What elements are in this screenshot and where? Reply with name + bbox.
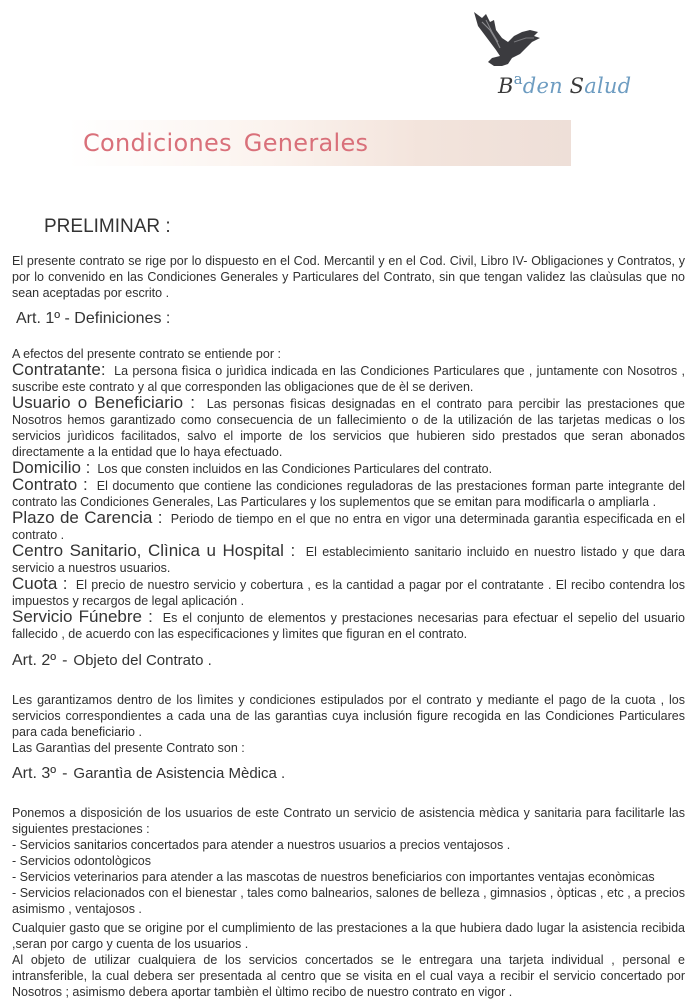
definition-item xyxy=(12,460,685,477)
list-item: - Servicios odontològicos xyxy=(12,854,151,868)
definition-term: Servicio Fúnebre : xyxy=(12,607,153,626)
definition-text: Las personas fìsicas designadas en el contrato para percibir las prestaciones que Nosotros hemos garantizado como consecuencia de un fallecimiento o de la utilización de las tarjetas medicas o los servicios jurìdicos facilitados, salvo el importe de los servicios que hubieren sido prestados que seran abonados directamente a la entidad que lo haya efectuado. xyxy=(12,397,685,459)
art1-body xyxy=(12,346,685,642)
art3-number: Art. 3º xyxy=(12,765,57,782)
art2-title: Objeto del Contrato . xyxy=(73,652,212,669)
art1-title: - Definiciones : xyxy=(64,310,171,327)
eagle-icon xyxy=(468,8,548,78)
definition-item xyxy=(12,576,685,609)
art2-number: Art. 2º xyxy=(12,652,57,669)
art2-heading: Art. 2º - Objeto del Contrato . xyxy=(12,652,212,669)
art3-closing-1: Cualquier gasto que se origine por el cumplimiento de las prestaciones a la que hubiera dado lugar la asistencia recibida ,seran por cargo y cuenta de los usuarios . xyxy=(12,921,685,951)
art1-number: Art. 1º xyxy=(16,310,61,327)
definition-item xyxy=(12,477,685,510)
list-item: - Servicios veterinarios para atender a las mascotas de nuestros beneficiarios con importantes ventajas econòmicas xyxy=(12,870,655,884)
art3-heading: Art. 3º - Garantìa de Asistencia Mèdica . xyxy=(12,765,286,782)
services-list xyxy=(12,837,685,917)
definition-term: Contratante: xyxy=(12,360,106,379)
definition-term: Plazo de Carencia : xyxy=(12,508,163,527)
definition-text: Periodo de tiempo en el que no entra en vigor una determinada garantìa especificada en el contrato . xyxy=(12,512,685,542)
art1-intro: A efectos del presente contrato se entiende por : xyxy=(12,347,281,361)
definition-text: Los que consten incluidos en las Condiciones Particulares del contrato. xyxy=(97,462,493,476)
preliminar-text: El presente contrato se rige por lo dispuesto en el Cod. Mercantil y en el Cod. Civil, Libro IV- Obligaciones y Contratos, y por lo convenido en las Condiciones Generales y Particulares del Contrato, sin que tengan validez las claùsulas que no sean aceptadas por escrito . xyxy=(12,254,685,300)
definition-item xyxy=(12,543,685,576)
definition-term: Centro Sanitario, Clìnica u Hospital : xyxy=(12,541,296,560)
definition-term: Contrato : xyxy=(12,475,88,494)
preliminar-heading: PRELIMINAR : xyxy=(44,216,171,237)
definition-item xyxy=(12,510,685,543)
art3-intro: Ponemos a disposición de los usuarios de este Contrato un servicio de asistencia mèdica y sanitaria para facilitarle las siguientes prestaciones : xyxy=(12,806,685,836)
definition-text: El precio de nuestro servicio y cobertura , es la cantidad a pagar por el contratante . El recibo contendra los impuestos y recargos de legal aplicación . xyxy=(12,578,686,608)
definition-text: Es el conjunto de elementos y prestaciones necesarias para efectuar el sepelio del usuario fallecido , de acuerdo con las especificaciones y lìmites que figuran en el contrato. xyxy=(12,611,686,641)
art3-body xyxy=(12,805,685,917)
definition-text: El establecimiento sanitario incluido en nuestro listado y que dara servicio a nuestros usuarios. xyxy=(12,545,685,575)
definition-item xyxy=(12,609,685,642)
document-title: Condiciones Generales xyxy=(83,129,369,157)
art3-closing-2: Al objeto de utilizar cualquiera de los servicios concertados se le entregara una tarjeta individual , personal e intransferible, la cual debera ser presentada al centro que se visita en el cual vaya a recibir el servicio concertado por Nosotros ; asimismo debera aportar tambièn el ùltimo recibo de nuestro contrato en vigor . xyxy=(12,953,685,999)
art2-text: Les garantizamos dentro de los lìmites y condiciones estipulados por el contrato y mediante el pago de la cuota , los servicios correspondientes a cada una de las garantìas cuya inclusión figure recogida en las Condiciones Particulares para cada beneficiario . xyxy=(12,693,685,739)
title-banner xyxy=(68,120,571,166)
brand-name: $B^aden$ Salud xyxy=(498,70,632,98)
definition-term: Domicilio : xyxy=(12,458,91,477)
definition-item xyxy=(12,395,685,460)
list-item: - Servicios relacionados con el bienestar , tales como balnearios, salones de belleza , gimnasios , òpticas , etc , a precios asimismo , ventajosos . xyxy=(12,886,685,916)
art2-text2: Las Garantìas del presente Contrato son : xyxy=(12,741,245,755)
definition-term: Cuota : xyxy=(12,574,68,593)
definition-item xyxy=(12,362,685,395)
definition-text: La persona fìsica o jurìdica indicada en las Condiciones Particulares que , juntamente con Nosotros , suscribe este contrato y al que corresponden las obligaciones que de èl se deriven. xyxy=(12,364,685,394)
art3-title: Garantìa de Asistencia Mèdica . xyxy=(73,765,286,782)
art1-heading xyxy=(16,310,170,328)
list-item: - Servicios sanitarios concertados para atender a nuestros usuarios a precios ventajosos . xyxy=(12,838,511,852)
art2-body xyxy=(12,692,685,756)
art3-closing xyxy=(12,920,685,1000)
brand-logo xyxy=(468,8,632,98)
definition-term: Usuario o Beneficiario : xyxy=(12,393,195,412)
definition-text: El documento que contiene las condiciones reguladoras de las prestaciones forman parte integrante del contrato las Condiciones Generales, Las Particulares y los suplementos que se emitan para modificarla o ampliarla . xyxy=(12,479,685,509)
